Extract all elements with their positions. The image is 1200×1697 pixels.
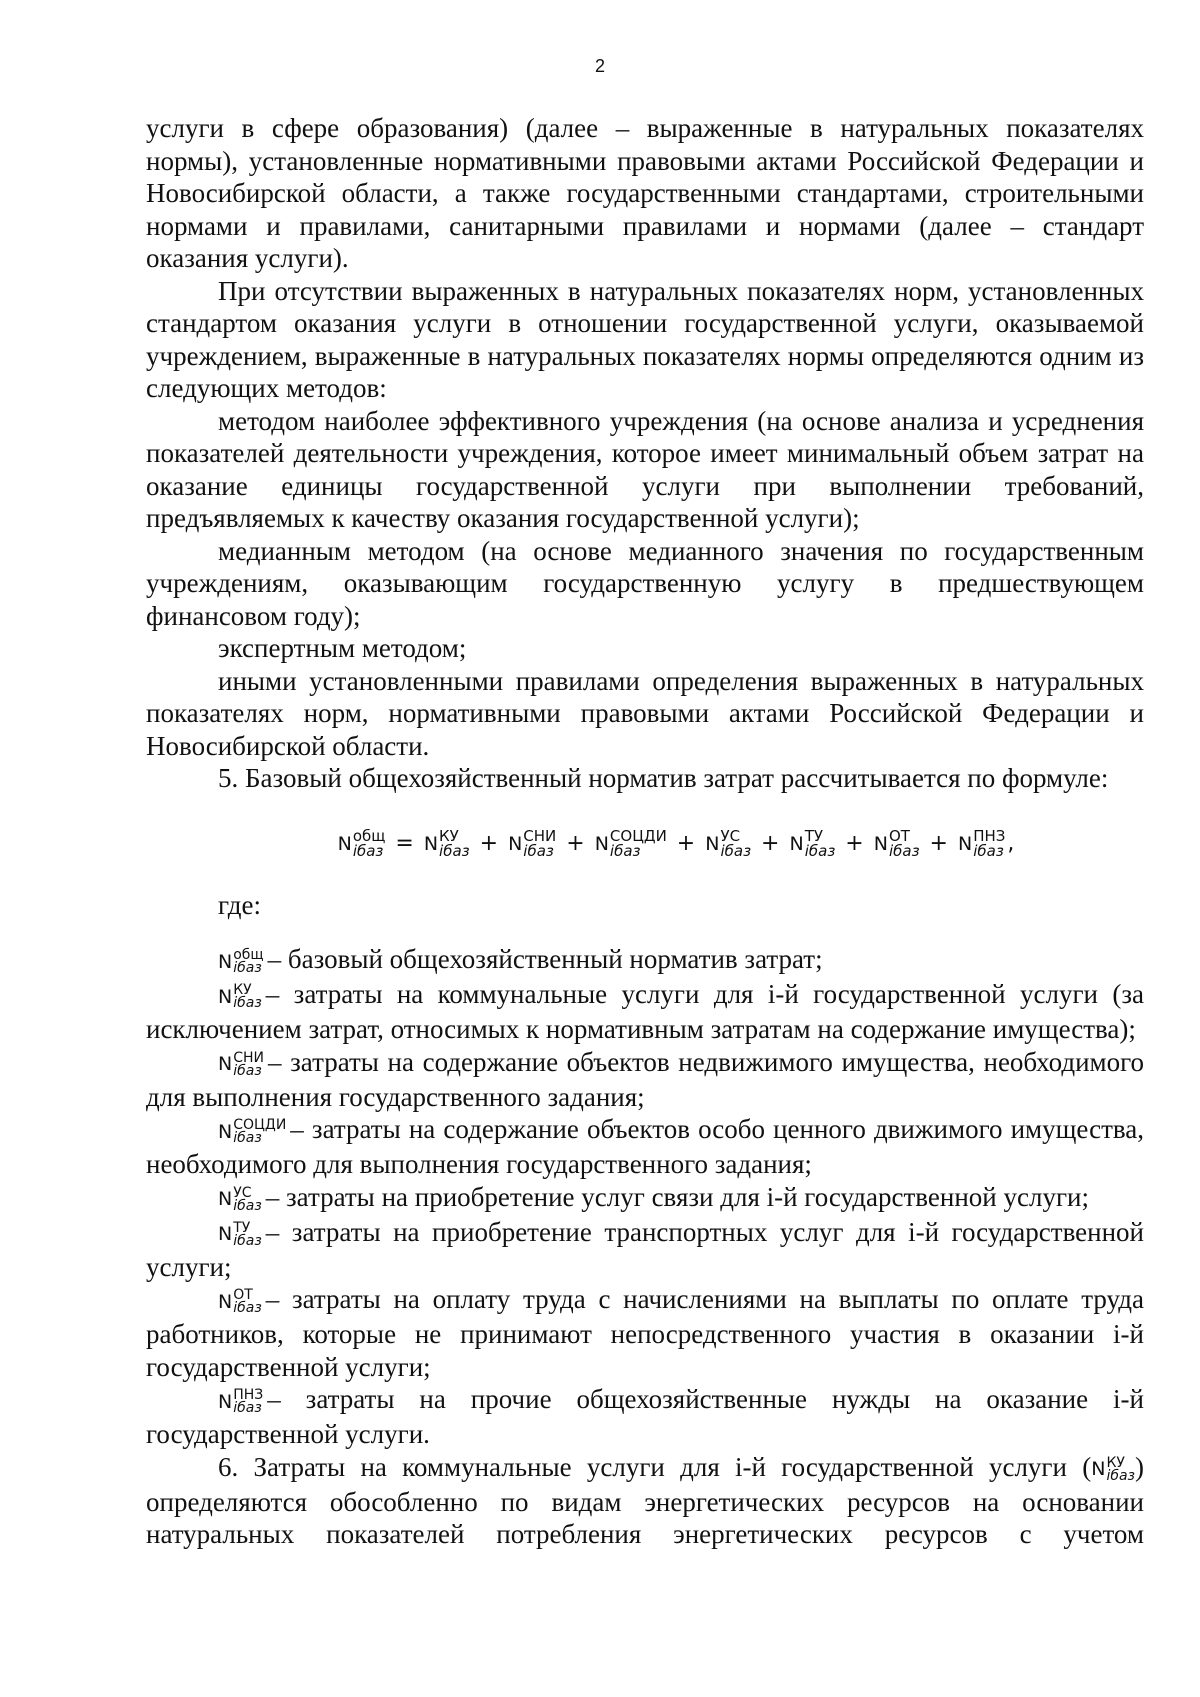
formula-term: N ОТ iбаз <box>873 827 920 861</box>
formula-plus: + <box>929 831 948 857</box>
formula-plus: + <box>676 831 696 857</box>
paragraph-6: 6. Затраты на коммунальные услуги для i-й государственной услуги (N КУ iбаз ) определяются обособленно по видам энергетических ресурсов на основании натуральных показателей потребления энергетических ресурсов с учетом <box>146 1451 1144 1550</box>
definition-symbol: N УС iбаз <box>218 1184 262 1214</box>
definition-item <box>146 1181 1144 1216</box>
formula-plus: + <box>761 831 780 857</box>
formula-term: N УС iбаз <box>705 827 752 861</box>
paragraph: методом наиболее эффективного учреждения (на основе анализа и усреднения показателей деятельности учреждения, которое имеет минимальный объем затрат на оказание единицы государственной услуги при выполнении требований, предъявляемых к качеству оказания государственной услуги); <box>146 405 1144 533</box>
formula-trailing-comma: , <box>1007 831 1015 857</box>
formula-term: N СНИ iбаз <box>508 827 557 861</box>
formula-plus: + <box>566 831 585 857</box>
definition-symbol: N СНИ iбаз <box>218 1049 264 1079</box>
definition-item <box>146 943 1144 978</box>
definition-text: – затраты на содержание объектов особо ценного движимого имущества, необходимого для выполнения государственного задания; <box>146 1114 1144 1180</box>
paragraph: При отсутствии выраженных в натуральных показателях норм, установленных стандартом оказания услуги в отношении государственной услуги, оказываемой учреждением, выраженные в натуральных показателях нормы определяются одним из следующих методов: <box>146 275 1144 403</box>
definition-item <box>146 978 1144 1046</box>
definition-text: – затраты на коммунальные услуги для i-й государственной услуги (за исключением затрат, относимых к нормативным затратам на содержание имущества); <box>146 979 1144 1045</box>
definition-symbol: N СОЦДИ iбаз <box>218 1117 287 1147</box>
definition-text: – затраты на прочие общехозяйственные нужды на оказание i-й государственной услуги. <box>146 1384 1144 1450</box>
definition-symbol: N ОТ iбаз <box>218 1287 262 1317</box>
paragraph: медианным методом (на основе медианного значения по государственным учреждениям, оказывающим государственную услугу в предшествующем финансовом году); <box>146 535 1144 631</box>
paragraph: иными установленными правилами определения выраженных в натуральных показателях норм, нормативными правовыми актами Российской Федерации и Новосибирской области. <box>146 665 1144 761</box>
definition-item <box>146 1216 1144 1284</box>
paragraph: услуги в сфере образования) (далее – выраженные в натуральных показателях нормы), установленные нормативными правовыми актами Российской Федерации и Новосибирской области, а также государственными стандартами, строительными нормами и правилами, санитарными правилами и нормами (далее – стандарт оказания услуги). <box>146 113 1144 273</box>
definition-symbol: N ПНЗ iбаз <box>218 1387 264 1417</box>
formula-equals: = <box>395 831 414 857</box>
formula-term: N СОЦДИ iбаз <box>594 827 667 861</box>
paragraph: экспертным методом; <box>218 633 467 663</box>
formula <box>146 795 1144 895</box>
definition-item <box>146 1113 1144 1181</box>
definition-text: – затраты на приобретение транспортных услуг для i-й государственной услуги; <box>146 1216 1144 1282</box>
definition-text: – базовый общехозяйственный норматив затрат; <box>267 944 823 974</box>
page-number: 2 <box>594 56 605 76</box>
document-body <box>146 112 1144 1551</box>
where-label: где: <box>218 889 261 920</box>
definition-item <box>146 1283 1144 1383</box>
definition-item <box>146 1383 1144 1451</box>
paragraph: 5. Базовый общехозяйственный норматив затрат рассчитывается по формуле: <box>218 763 1109 793</box>
formula-plus: + <box>479 831 499 857</box>
definition-text: – затраты на приобретение услуг связи для i-й государственной услуги; <box>265 1181 1089 1212</box>
formula-term: N КУ iбаз <box>423 827 470 861</box>
definition-symbol: N общ iбаз <box>218 947 264 977</box>
definition-symbol: N ТУ iбаз <box>218 1219 262 1249</box>
formula-plus: + <box>845 831 864 857</box>
definition-symbol: N КУ iбаз <box>218 982 262 1012</box>
formula-term: N ТУ iбаз <box>789 827 836 861</box>
formula-term: N ПНЗ iбаз <box>957 827 1006 861</box>
definition-text: – затраты на оплату труда с начислениями на выплаты по оплате труда работников, которые не принимают непосредственного участия в оказании i-й государственной услуги; <box>146 1284 1144 1382</box>
formula-lhs: N общ iбаз <box>337 827 386 861</box>
inline-symbol: N КУ iбаз <box>1091 1454 1135 1484</box>
definition-text: – затраты на содержание объектов недвижимого имущества, необходимого для выполнения государственного задания; <box>146 1046 1144 1112</box>
definition-item <box>146 1046 1144 1114</box>
